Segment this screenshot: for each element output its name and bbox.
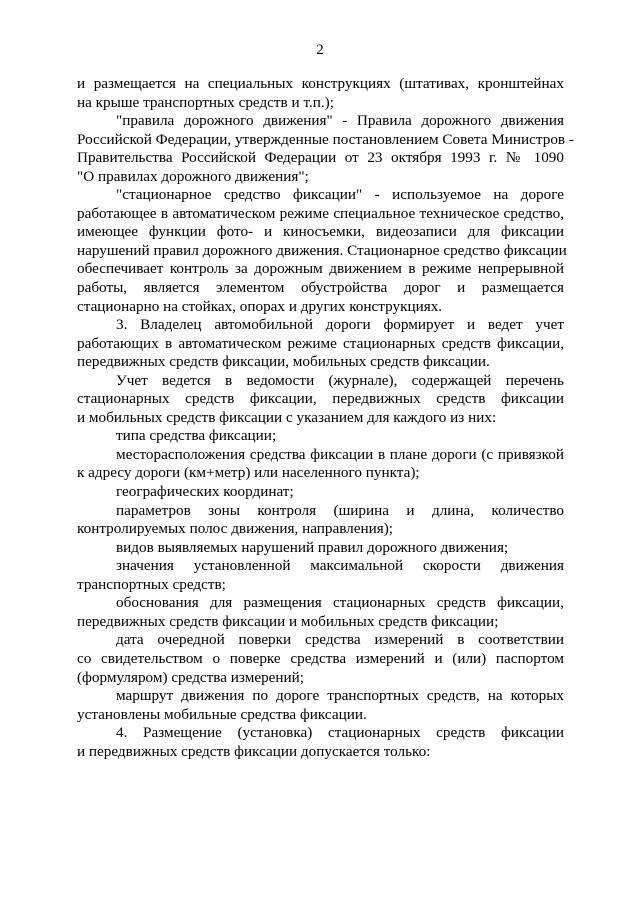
- text-line: транспортных средств;: [77, 575, 226, 593]
- text-line: Российской Федерации, утвержденные постановлением Совета Министров -: [77, 130, 574, 148]
- text-line: на крыше транспортных средств и т.п.);: [77, 93, 334, 111]
- text-line: значения установленной максимальной скорости движения: [116, 557, 564, 575]
- text-line: обеспечивает контроль за дорожным движением в режиме непрерывной: [77, 260, 564, 278]
- text-line: обоснования для размещения стационарных средств фиксации,: [116, 594, 564, 612]
- text-line: "стационарное средство фиксации" - используемое на дороге: [116, 186, 564, 204]
- text-line: 3. Владелец автомобильной дороги формирует и ведет учет: [116, 316, 564, 334]
- document-body: [77, 75, 574, 761]
- text-line: 4. Размещение (установка) стационарных средств фиксации: [116, 724, 564, 742]
- text-line: дата очередной поверки средства измерений в соответствии: [116, 631, 564, 649]
- text-line: "правила дорожного движения" - Правила дорожного движения: [116, 112, 564, 130]
- text-line: и передвижных средств фиксации допускается только:: [77, 742, 431, 760]
- text-line: географических координат;: [116, 483, 294, 501]
- text-line: стационарных средств фиксации, передвижных средств фиксации: [77, 390, 564, 408]
- page-number: 2: [316, 42, 324, 58]
- text-line: передвижных средств фиксации и мобильных средств фиксации;: [77, 612, 499, 630]
- text-line: нарушений правил дорожного движения. Стационарное средство фиксации: [77, 241, 567, 259]
- text-line: работающее в автоматическом режиме специальное техническое средство,: [77, 204, 564, 222]
- text-line: работающих в автоматическом режиме стационарных средств фиксации,: [77, 334, 564, 352]
- text-line: установлены мобильные средства фиксации.: [77, 705, 367, 723]
- text-line: контролируемых полос движения, направления);: [77, 520, 394, 538]
- text-line: работы, является элементом обустройства дорог и размещается: [77, 279, 564, 297]
- text-line: со свидетельством о поверке средства измерений и (или) паспортом: [77, 649, 564, 667]
- text-line: Правительства Российской Федерации от 23 октября 1993 г. № 1090: [77, 149, 564, 167]
- text-line: и мобильных средств фиксации с указанием для каждого из них:: [77, 408, 497, 426]
- text-line: параметров зоны контроля (ширина и длина, количество: [116, 501, 564, 519]
- text-line: и размещается на специальных конструкциях (штативах, кронштейнах: [77, 75, 564, 92]
- text-line: имеющее функции фото- и киносъемки, видеозаписи для фиксации: [77, 223, 564, 241]
- text-line: (формуляром) средства измерений;: [77, 668, 305, 686]
- text-line: типа средства фиксации;: [116, 427, 277, 445]
- text-line: "О правилах дорожного движения";: [77, 167, 309, 185]
- text-line: маршрут движения по дороге транспортных средств, на которых: [116, 687, 564, 705]
- text-line: Учет ведется в ведомости (журнале), содержащей перечень: [116, 371, 564, 389]
- text-line: месторасположения средства фиксации в плане дороги (с привязкой: [116, 445, 564, 463]
- text-line: стационарно на стойках, опорах и других конструкциях.: [77, 297, 443, 315]
- text-line: к адресу дороги (км+метр) или населенного пункта);: [77, 464, 420, 482]
- text-line: видов выявляемых нарушений правил дорожного движения;: [116, 538, 509, 556]
- text-line: передвижных средств фиксации, мобильных средств фиксации.: [77, 353, 490, 371]
